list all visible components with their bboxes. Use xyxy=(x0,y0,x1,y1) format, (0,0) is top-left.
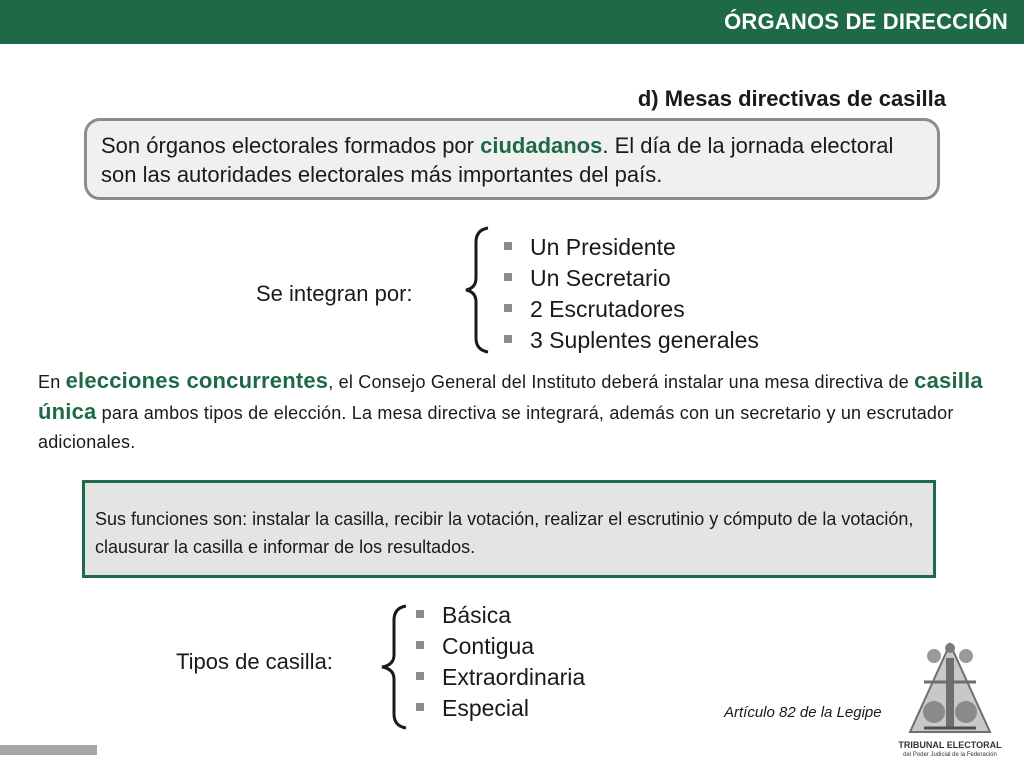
square-bullet-icon xyxy=(504,335,512,343)
definition-text-2: . El día de la jornada electoral son las autoridades electorales más importantes del país. xyxy=(101,133,894,187)
square-bullet-icon xyxy=(416,703,424,711)
functions-box xyxy=(82,480,936,578)
list-item: Especial xyxy=(412,693,585,724)
tribunal-logo-icon xyxy=(900,638,1000,738)
types-brace-icon xyxy=(376,604,410,730)
footer-bar xyxy=(0,745,97,755)
square-bullet-icon xyxy=(504,304,512,312)
article-reference: Artículo 82 de la Legipe xyxy=(724,704,882,721)
list-item: Extraordinaria xyxy=(412,662,585,693)
integration-list xyxy=(500,232,759,356)
square-bullet-icon xyxy=(504,242,512,250)
functions-text: Sus funciones son: instalar la casilla, recibir la votación, realizar el escrutinio y cómputo de la votación, clausurar la casilla e informar de los resultados. xyxy=(95,509,914,557)
integration-label: Se integran por: xyxy=(256,281,413,306)
integration-brace-icon xyxy=(462,226,492,354)
square-bullet-icon xyxy=(416,641,424,649)
logo-name: TRIBUNAL ELECTORAL xyxy=(898,740,1002,750)
concurrent-highlight: elecciones concurrentes xyxy=(65,368,329,393)
section-subtitle: d) Mesas directivas de casilla xyxy=(637,86,946,111)
list-item: Básica xyxy=(412,600,585,631)
list-item: Contigua xyxy=(412,631,585,662)
types-list xyxy=(412,600,585,724)
types-label: Tipos de casilla: xyxy=(176,649,333,674)
list-item: 2 Escrutadores xyxy=(500,294,759,325)
square-bullet-icon xyxy=(504,273,512,281)
list-item: Un Presidente xyxy=(500,232,759,263)
definition-highlight: ciudadanos xyxy=(480,133,603,158)
single-booth-highlight: casilla única xyxy=(38,368,983,424)
concurrent-elections-paragraph: En elecciones concurrentes, el Consejo General del Instituto deberá instalar una mesa directiva de casilla única para ambos tipos de elección. La mesa directiva se integrará, además con un secretario y un escrutador adicionales. xyxy=(38,368,983,452)
header-bar xyxy=(0,0,1024,44)
definition-text-1: Son órganos electorales formados por xyxy=(101,133,481,158)
definition-box xyxy=(84,118,940,200)
header-title: ÓRGANOS DE DIRECCIÓN xyxy=(724,9,1008,34)
list-item: Un Secretario xyxy=(500,263,759,294)
list-item: 3 Suplentes generales xyxy=(500,325,759,356)
logo-subtitle: del Poder Judicial de la Federación xyxy=(903,752,997,758)
square-bullet-icon xyxy=(416,672,424,680)
square-bullet-icon xyxy=(416,610,424,618)
